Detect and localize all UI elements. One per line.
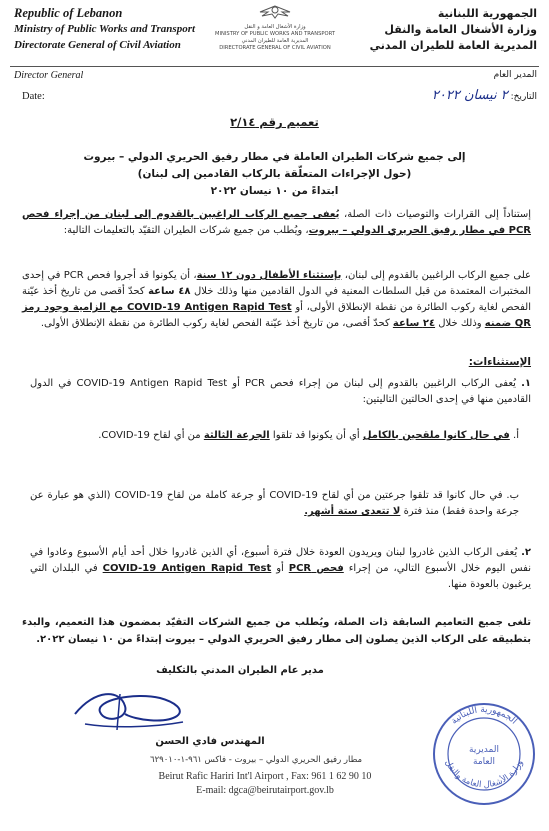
- svg-text:الجمهورية اللبنانية: [449, 705, 518, 727]
- header-ar-ministry: وزارة الأشغال العامة والنقل: [384, 23, 537, 36]
- req-24h: ٢٤ ساعة: [392, 318, 436, 329]
- req-part-i: كحدّ أقصى، من تاريخ أخذ عيّنة الفحص لغاية ركوب الطائرة من نقطة الإنطلاق الأولى.: [40, 318, 393, 329]
- exception-b-six-months: لا تتعدى ستة أشهر.: [304, 506, 401, 517]
- date-field-ar: [432, 88, 537, 103]
- emblem-ar2: المديرية العامة للطيران المدني: [241, 38, 309, 44]
- exception-2-or: أو: [271, 563, 289, 574]
- exception-item-1: [30, 376, 531, 408]
- ministry-emblem: [205, 2, 345, 52]
- header-divider: [10, 66, 539, 67]
- intro-part-c: ، ويُطلب من جميع شركات الطيران التقيّد بالتعليمات التالية:: [63, 225, 309, 236]
- requirement-paragraph: [22, 268, 531, 332]
- footer-email: E-mail: dgca@beirutairport.gov.lb: [196, 785, 334, 796]
- director-general-ar: المدير العام: [493, 70, 537, 80]
- date-label-en: Date:: [22, 91, 45, 102]
- emblem-ar1: وزارة الأشغال العامة و النقل: [244, 24, 306, 30]
- recipients-line1: إلى جميع شركات الطيران العاملة في مطار رفيق الحريري الدولي – بيروت: [83, 151, 466, 163]
- header-en-country: Republic of Lebanon: [14, 6, 123, 20]
- signatory-title: مدير عام الطيران المدني بالتكليف: [156, 665, 324, 676]
- exception-item-b: [30, 488, 519, 520]
- exception-a-third-dose: الجرعة الثالثة: [203, 430, 270, 441]
- official-stamp-icon: [430, 700, 538, 808]
- footer-address: Beirut Rafic Hariri Int'l Airport , Fax: 961 1 62 90 10: [158, 771, 372, 782]
- recipients-line3: ابتداءً من ١٠ نيسان ٢٠٢٢: [210, 185, 339, 197]
- signatory-name: المهندس فادي الحسن: [155, 736, 265, 747]
- exceptions-heading: الإستثناءات:: [468, 356, 531, 368]
- stamp-mid2: العامة: [473, 757, 495, 767]
- date-label-ar: التاريخ:: [510, 92, 537, 102]
- exception-a-fully-vaccinated: في حال كانوا ملقحين بالكامل: [362, 430, 510, 441]
- handwritten-signature-icon: [65, 684, 195, 736]
- req-48h: ٤٨ ساعة: [148, 286, 191, 297]
- exception-2-number: ٢.: [521, 547, 531, 558]
- exception-1-number: ١.: [521, 378, 531, 389]
- exception-1-text: يُعفى الركاب الراغبين بالقدوم إلى لبنان من إجراء فحص PCR أو COVID-19 Antigen Rapid Test في الدول القادمين منها في إحدى الحالتين التاليتين:: [30, 378, 531, 405]
- director-general-en: Director General: [14, 70, 84, 81]
- recipients-block: [0, 149, 549, 200]
- recipients-line2: (حول الإجراءات المتعلّقة بالركاب القادمين إلى لبنان): [137, 168, 412, 180]
- stamp-top-text: الجمهورية اللبنانية: [449, 704, 519, 727]
- emblem-en2: DIRECTORATE GENERAL OF CIVIL AVIATION: [219, 45, 331, 51]
- emblem-en1: MINISTRY OF PUBLIC WORKS AND TRANSPORT: [215, 31, 335, 37]
- req-part-e: كحدّ أقصى من تاريخ أخذ عيّنة الفحص لغاية ركوب الطائرة من نقطة الإنطلاق الأولى، أو: [22, 286, 531, 313]
- closing-paragraph: تلغى جميع التعاميم السابقة ذات الصلة، ويُطلب من جميع الشركات التقيّد بمضمون هذا التعميم، والبدء بتطبيقه على الركاب الذين يصلون إلى مطار رفيق الحريري الدولي – بيروت إبتداءً من ١٠ نيسان ٢٠٢٢.: [22, 617, 531, 645]
- header-arabic: [370, 6, 537, 54]
- footer-arabic: مطار رفيق الحريري الدولي – بيروت - فاكس ٩٦١-١-٦٢٩٠١٠: [150, 755, 363, 765]
- req-part-c: ، أن يكونوا قد أجروا فحص PCR في إحدى المختبرات المعتمدة من قبل السلطات المعنية في الدول القادمين منها وذلك خلال: [22, 270, 532, 297]
- footer-english: [150, 770, 380, 798]
- exception-item-2: [30, 545, 531, 593]
- header-ar-country: الجمهورية اللبنانية: [437, 7, 537, 20]
- intro-exemption: يُعفى جميع الركاب الراغبين بالقدوم إلى لبنان من إجراء فحص PCR في مطار رفيق الحريري الدولي – بيروت: [22, 209, 531, 236]
- exception-b-text: في حال كانوا قد تلقوا جرعتين من أي لقاح COVID-19 أو جرعة كاملة من لقاح COVID-19 (الذي هو عبارة عن جرعة واحدة فقط) منذ فترة: [30, 490, 519, 517]
- header-en-directorate: Directorate General of Civil Aviation: [14, 39, 181, 51]
- exception-a-part4: من أي لقاح COVID-19.: [98, 430, 204, 441]
- exception-2-part1: يُعفى الركاب الذين غادروا لبنان ويريدون العودة خلال فترة أسبوع، أي الذين غادروا خلال أحد أيام الأسبوع وعادوا في نفس اليوم خلال الأسبوع التالي، من إجراء: [30, 547, 531, 574]
- exception-b-number: ب.: [506, 490, 520, 501]
- intro-paragraph: [22, 207, 531, 239]
- req-children-exception: بإستثناء الأطفال دون ١٢ سنة: [196, 270, 342, 281]
- header-en-ministry: Ministry of Public Works and Transport: [14, 23, 196, 35]
- circular-title-text: تعميم رقم ٢/١٤: [230, 115, 319, 129]
- exception-a-number: أ.: [513, 430, 519, 441]
- stamp-bottom-text: وزارة الأشغال العامة والنقل: [442, 758, 526, 791]
- intro-part-a: إستناداً إلى القرارات والتوصيات ذات الصلة،: [339, 209, 531, 220]
- handwritten-date: ٢ نيسان ٢٠٢٢: [431, 88, 508, 103]
- exception-item-a: [30, 428, 519, 444]
- exception-2-pcr: فحص PCR: [288, 563, 344, 574]
- stamp-mid1: المديرية: [469, 745, 499, 755]
- req-part-a: على جميع الركاب الراغبين بالقدوم إلى لبنان،: [341, 270, 531, 281]
- header-ar-directorate: المديرية العامة للطيران المدني: [369, 39, 537, 52]
- exception-a-part2: أي أن يكونوا قد تلقوا: [269, 430, 363, 441]
- header-english: [14, 5, 195, 53]
- circular-title: [0, 115, 549, 129]
- req-part-g: وذلك خلال: [435, 318, 485, 329]
- req-antigen-qr: COVID-19 Antigen Rapid Test مع الزامية وجود رمز QR ضمنه: [22, 302, 531, 329]
- exception-2-antigen: COVID-19 Antigen Rapid Test: [102, 563, 272, 574]
- exception-2-part5: في البلدان التي يرغبون بالعودة منها.: [30, 563, 531, 590]
- emblem-wings-icon: [258, 2, 292, 24]
